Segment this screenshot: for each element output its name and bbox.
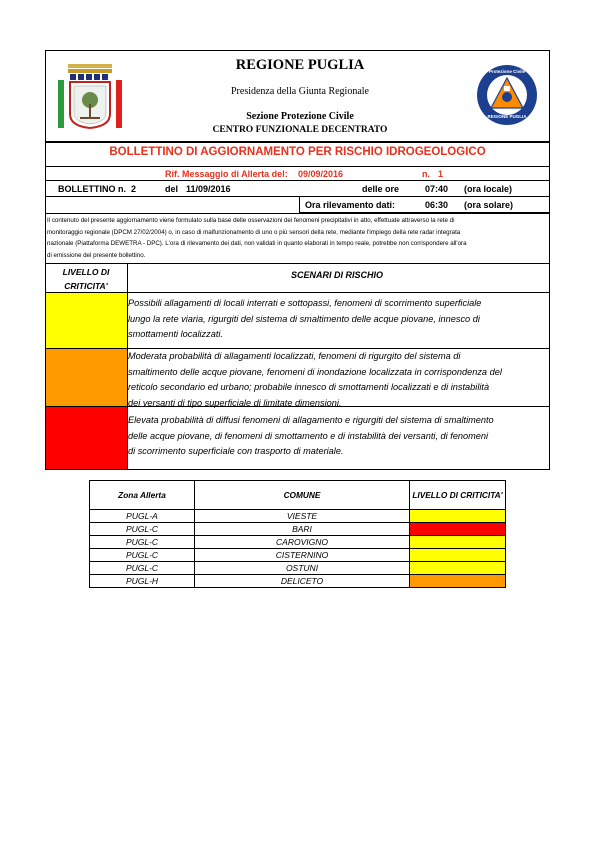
scenario-line: smottamenti localizzati.: [128, 329, 223, 339]
rule: [45, 180, 550, 181]
ref-n: 1: [438, 169, 444, 179]
ref-date: 09/09/2016: [298, 169, 344, 179]
level-color-cell: [410, 575, 506, 588]
level-color-cell: [410, 536, 506, 549]
zone-cell: PUGL-C: [90, 536, 195, 549]
scenario-risk-header: SCENARI DI RISCHIO: [290, 270, 383, 280]
rule: [45, 263, 550, 264]
level-color-cell: [410, 562, 506, 575]
bulletin-num: 2: [131, 184, 137, 194]
scenario-level-header: LIVELLO DI CRITICITA': [62, 267, 110, 291]
scenario-line: delle acque piovane, di fenomeni di smottamento e di instabilità dei versanti, di fenomeni: [128, 430, 489, 441]
regione-puglia-emblem-icon: [58, 62, 122, 130]
comune-cell: OSTUNI: [195, 562, 410, 575]
ref-n-label: n.: [422, 169, 430, 179]
bulletin-title: BOLLETTINO DI AGGIORNAMENTO PER RISCHIO IDROGEOLOGICO: [109, 146, 486, 158]
section-label: Sezione Protezione Civile: [246, 111, 354, 122]
level-swatch-orange: [46, 349, 127, 406]
survey-time: 06:30: [425, 200, 449, 210]
scenario-line: di scorrimento superficiale con trasporto di materiale.: [128, 446, 344, 456]
comune-cell: BARI: [195, 523, 410, 536]
scenario-line: dei versanti di tipo superficiale di limitate dimensioni.: [128, 397, 342, 408]
zone-cell: PUGL-C: [90, 549, 195, 562]
zone-cell: PUGL-C: [90, 562, 195, 575]
disclaimer-line: Il contenuto del presente aggiornamento viene formulato sulla base delle osservazioni dei fenomeni precipitativi in atto, effettuate attraverso la rete di: [47, 217, 455, 224]
survey-note: (ora solare): [464, 200, 514, 210]
level-color-cell: [410, 549, 506, 562]
disclaimer-line: nazionale (Piattaforma DEWETRA - DPC). L'ora di rilevamento dei dati, non validati in quanto elaborati in tempo reale, potrebbe non corrispondere all'ora: [47, 240, 467, 247]
table-row: [90, 549, 506, 562]
table-row: [90, 510, 506, 523]
zone-cell: PUGL-H: [90, 575, 195, 588]
hours-label: delle ore: [362, 184, 400, 194]
disclaimer-text: [47, 215, 547, 261]
level-color-cell: [410, 510, 506, 523]
comune-column-header: COMUNE: [195, 481, 410, 510]
logo-right-top-text: Protezione Civile: [488, 69, 526, 74]
comune-cell: CAROVIGNO: [195, 536, 410, 549]
scenario-line: Elevata probabilità di diffusi fenomeni di allagamento e rigurgiti del sistema di smaltimento: [128, 415, 494, 425]
survey-label: Ora rilevamento dati:: [305, 200, 396, 210]
bulletin-num-label: BOLLETTINO n.: [58, 184, 126, 194]
scenario-line: reticolo secondario ed urbano; probabile innesco di smottamenti localizzati e di instabilità: [128, 382, 490, 392]
table-row: [90, 536, 506, 549]
hours-note: (ora locale): [464, 184, 513, 194]
hours: 07:40: [425, 184, 449, 194]
comune-cell: CISTERNINO: [195, 549, 410, 562]
table-row: [90, 523, 506, 536]
bulletin-date-label: del: [165, 184, 179, 194]
scenario-line: smaltimento delle acque piovane, fenomeni di inondazione localizzata in corrispondenza del: [128, 366, 502, 377]
scenario-line: Possibili allagamenti di locali interrati e sottopassi, fenomeni di scorrimento superficiale: [128, 298, 482, 308]
table-row: [90, 575, 506, 588]
rule: [45, 213, 550, 214]
bulletin-date: 11/09/2016: [186, 184, 231, 194]
disclaimer-line: monitoraggio regionale (DPCM 27/02/2004) o, in caso di malfunzionamento di uno o più sensori della rete, mediante l'impiego della rete radar integrata: [47, 228, 461, 236]
scenario-orange: [128, 349, 548, 411]
disclaimer-line: di emissione del presente bollettino.: [47, 251, 146, 259]
level-column-header: LIVELLO DI CRITICITA': [410, 481, 506, 510]
zones-header-row: [90, 481, 506, 510]
scenario-line: Moderata probabilità di allagamenti localizzati, fenomeni di rigurgito del sistema di: [128, 351, 461, 361]
comune-cell: DELICETO: [195, 575, 410, 588]
level-color-cell: [410, 523, 506, 536]
ref-label: Rif. Messaggio di Allerta del:: [165, 169, 288, 179]
presidency-label: Presidenza della Giunta Regionale: [230, 86, 369, 97]
zone-cell: PUGL-C: [90, 523, 195, 536]
comune-cell: VIESTE: [195, 510, 410, 523]
rule: [45, 166, 550, 167]
scenario-line: lungo la rete viaria, rigurgiti del sistema di smaltimento delle acque piovane, innesco di: [128, 313, 480, 324]
scenario-red: [128, 413, 548, 460]
level-swatch-red: [46, 407, 127, 469]
level-swatch-yellow: [46, 293, 127, 348]
zone-cell: PUGL-A: [90, 510, 195, 523]
center-label: CENTRO FUNZIONALE DECENTRATO: [212, 125, 388, 135]
table-row: [90, 562, 506, 575]
scenario-yellow: [128, 296, 548, 343]
zone-column-header: Zona Allerta: [90, 481, 195, 510]
zones-table: [89, 480, 506, 588]
logo-right-bottom-text: REGIONE PUGLIA: [487, 114, 527, 119]
region-title: REGIONE PUGLIA: [235, 57, 365, 73]
